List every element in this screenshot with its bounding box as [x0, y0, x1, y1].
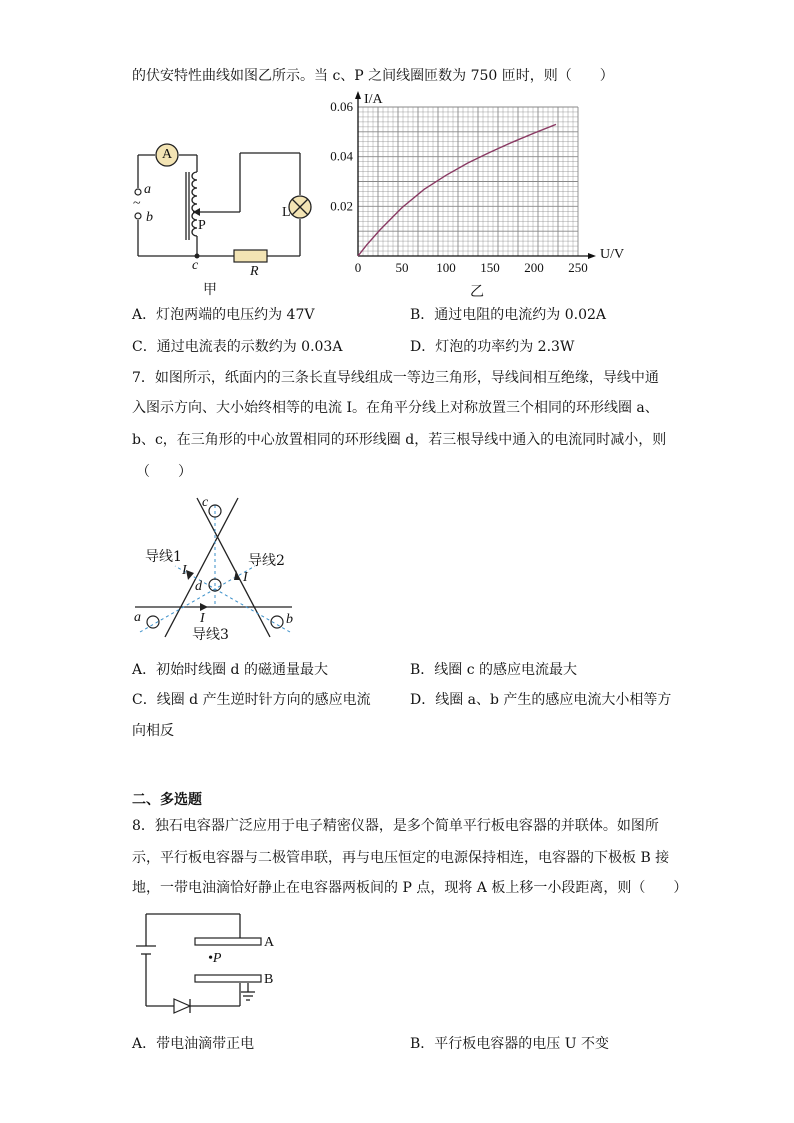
q7-line3: b、c，在三角形的中心放置相同的环形线圈 d，若三根导线中通入的电流同时减小，则	[132, 432, 667, 448]
current-i2-label: I	[243, 570, 248, 585]
plate-a-label: A	[264, 935, 275, 950]
plate-a	[195, 938, 261, 945]
wire2-label: 导线2	[248, 553, 285, 569]
figure-yi-caption: 乙	[470, 284, 484, 300]
q6-option-c[interactable]: C．通过电流表的示数约为 0.03A	[132, 339, 343, 355]
q7-option-d[interactable]: D．线圈 a、b 产生的感应电流大小相等方	[410, 692, 672, 708]
coil-a-label: a	[134, 610, 141, 625]
q6-option-b[interactable]: B．通过电阻的电流约为 0.02A	[410, 307, 607, 323]
q7-option-c[interactable]: C．线圈 d 产生逆时针方向的感应电流	[132, 692, 371, 708]
terminal-a-label: a	[144, 182, 151, 197]
q8-line3: 地，一带电油滴恰好静止在电容器两板间的 P 点，现将 A 板上移一小段距离，则（ ）	[132, 880, 688, 896]
wire3-label: 导线3	[192, 627, 229, 643]
current-i3-label: I	[200, 611, 205, 626]
y-tick-label: 0.06	[330, 99, 353, 114]
x-axis-label: U/V	[600, 247, 625, 262]
y-tick-label: 0.04	[330, 148, 353, 164]
x-tick-label: 50	[395, 260, 409, 275]
section-title: 二、多选题	[132, 792, 202, 808]
point-p-label: •P	[208, 951, 222, 966]
q6-option-d[interactable]: D．灯泡的功率约为 2.3W	[410, 339, 575, 355]
x-tick-label: 150	[480, 260, 500, 275]
q8-option-b[interactable]: B．平行板电容器的电压 U 不变	[410, 1036, 609, 1052]
y-tick-label: 0.02	[330, 198, 353, 214]
node-c-label: c	[192, 258, 199, 273]
q7-line2: 入图示方向、大小始终相等的电流 I。在角平分线上对称放置三个相同的环形线圈 a、	[132, 400, 659, 416]
diode-icon	[174, 999, 190, 1013]
terminal-b-label: b	[146, 210, 153, 225]
q8-line1: 8．独石电容器广泛应用于电子精密仪器，是多个简单平行板电容器的并联体。如图所	[132, 818, 659, 834]
ac-tilde-label: ~	[133, 196, 141, 211]
x-tick-label: 100	[436, 260, 456, 275]
figure-jia-caption: 甲	[203, 282, 217, 298]
resistor-r-label: R	[250, 264, 259, 279]
wire1-label: 导线1	[145, 549, 182, 565]
coil-b-label: b	[286, 612, 293, 627]
coil-d-label: d	[195, 579, 202, 594]
plate-b	[195, 975, 261, 982]
q7-line4: （ ）	[136, 464, 192, 480]
x-tick-label: 200	[524, 260, 544, 275]
q7-option-d-cont: 向相反	[132, 723, 174, 739]
x-tick-label: 250	[568, 260, 588, 275]
y-axis-label: I/A	[364, 92, 383, 107]
plate-b-label: B	[264, 972, 274, 987]
q7-line1: 7．如图所示，纸面内的三条长直导线组成一等边三角形，导线间相互绝缘，导线中通	[132, 370, 659, 386]
lamp-l-label: L	[282, 205, 291, 220]
slider-p-label: P	[198, 218, 206, 233]
current-i1-label: I	[182, 563, 187, 578]
q7-option-a[interactable]: A．初始时线圈 d 的磁通量最大	[132, 662, 328, 678]
ammeter-label: A	[162, 147, 173, 162]
q6-option-a[interactable]: A．灯泡两端的电压约为 47V	[132, 307, 315, 323]
x-tick-label: 0	[354, 260, 362, 275]
q6-stem-tail: 的伏安特性曲线如图乙所示。当 c、P 之间线圈匝数为 750 匝时，则（ ）	[132, 68, 614, 84]
q7-option-b[interactable]: B．线圈 c 的感应电流最大	[410, 662, 578, 678]
coil-c-label: c	[202, 495, 209, 510]
q8-line2: 示，平行板电容器与二极管串联，再与电压恒定的电源保持相连，电容器的下极板 B 接	[132, 850, 670, 866]
q8-option-a[interactable]: A．带电油滴带正电	[132, 1036, 255, 1052]
